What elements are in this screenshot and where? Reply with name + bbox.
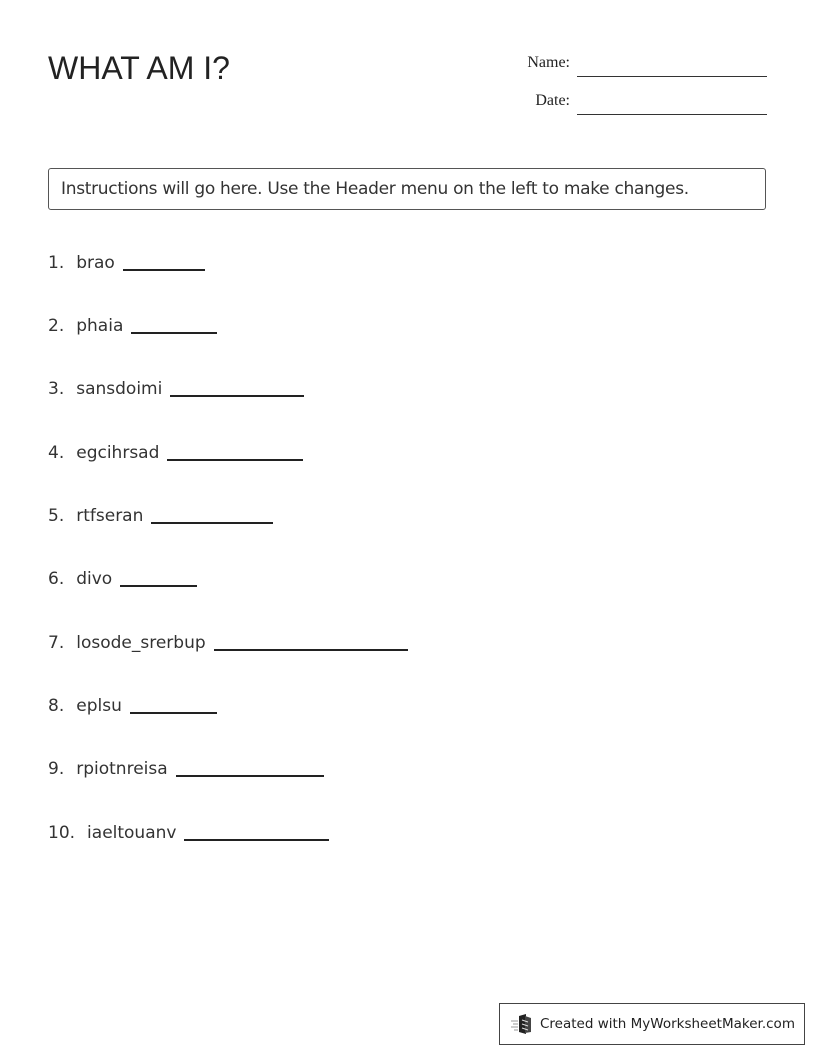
list-item (48, 441, 303, 465)
scrambled-word: rtfseran (76, 506, 144, 526)
footer-badge (499, 1003, 805, 1045)
scrambled-word: phaia (76, 316, 124, 336)
worksheet-maker-logo-icon (510, 1013, 534, 1035)
list-item (48, 567, 197, 591)
item-number: 3. (48, 379, 65, 399)
answer-blank[interactable] (131, 332, 217, 334)
name-label: Name: (527, 54, 570, 71)
scrambled-word: eplsu (76, 696, 122, 716)
item-number: 9. (48, 759, 65, 779)
worksheet-title: WHAT AM I? (48, 50, 230, 86)
answer-blank[interactable] (214, 649, 408, 651)
list-item (48, 631, 408, 655)
answer-blank[interactable] (151, 522, 273, 524)
list-item (48, 314, 217, 338)
answer-blank[interactable] (170, 395, 304, 397)
instructions-box: Instructions will go here. Use the Header menu on the left to make changes. (48, 168, 766, 210)
list-item (48, 694, 217, 718)
answer-blank[interactable] (167, 459, 303, 461)
answer-blank[interactable] (120, 585, 197, 587)
list-item (48, 504, 273, 528)
date-label: Date: (535, 92, 570, 109)
list-item (48, 821, 329, 845)
answer-blank[interactable] (176, 775, 324, 777)
item-number: 8. (48, 696, 65, 716)
item-number: 6. (48, 569, 65, 589)
item-number: 1. (48, 253, 65, 273)
scrambled-word: iaeltouanv (87, 823, 177, 843)
item-number: 5. (48, 506, 65, 526)
scrambled-word: sansdoimi (76, 379, 163, 399)
item-number: 2. (48, 316, 65, 336)
name-line (577, 76, 767, 77)
answer-blank[interactable] (184, 839, 329, 841)
answer-blank[interactable] (123, 269, 205, 271)
list-item (48, 757, 324, 781)
scrambled-word: losode_srerbup (76, 633, 206, 653)
list-item (48, 377, 304, 401)
scrambled-word: rpiotnreisa (76, 759, 168, 779)
item-number: 10. (48, 823, 76, 843)
scrambled-word: divo (76, 569, 113, 589)
list-item (48, 251, 205, 275)
answer-blank[interactable] (130, 712, 217, 714)
footer-text: Created with MyWorksheetMaker.com (540, 1016, 795, 1032)
item-number: 4. (48, 443, 65, 463)
scrambled-word: egcihrsad (76, 443, 160, 463)
date-line (577, 114, 767, 115)
item-number: 7. (48, 633, 65, 653)
scrambled-word: brao (76, 253, 115, 273)
